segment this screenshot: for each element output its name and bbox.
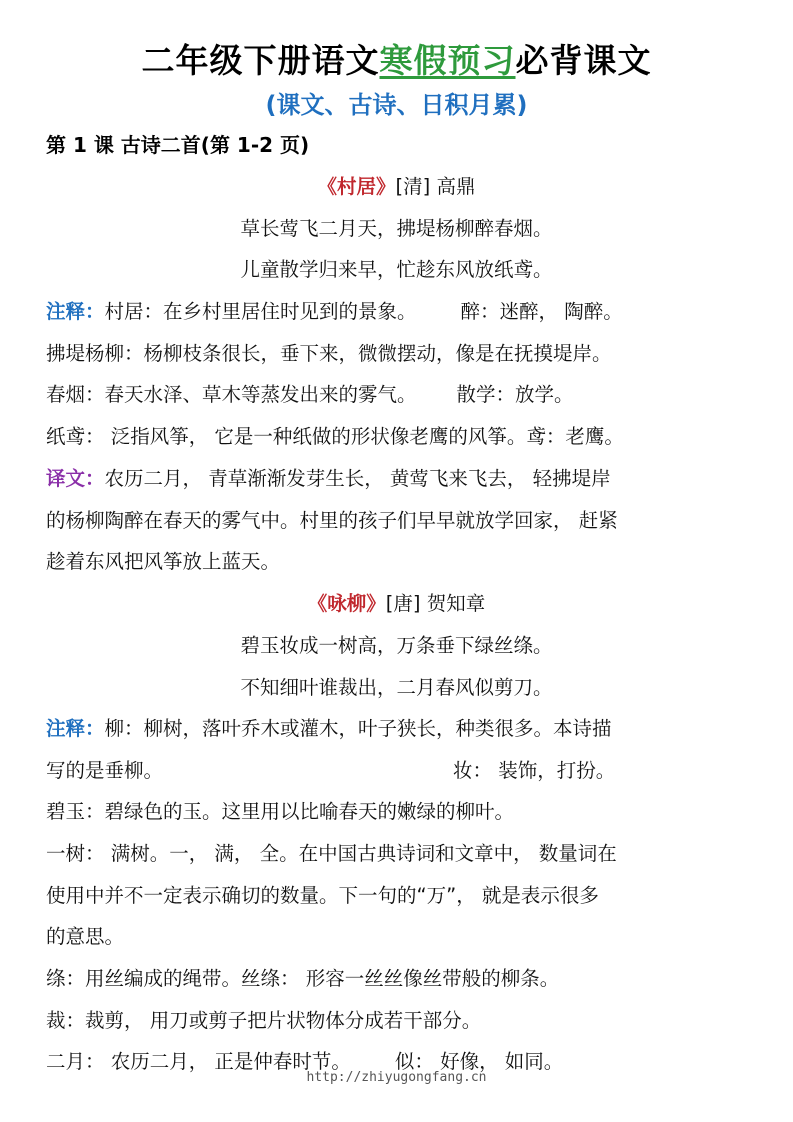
title-pre: 二年级下册语文 xyxy=(141,41,380,80)
poem2-note9a: 二月： 农历二月， 正是仲春时节。 xyxy=(46,1050,351,1073)
poem2-author: [唐] 贺知章 xyxy=(385,592,486,615)
poem1-note3b: 散学：放学。 xyxy=(456,383,574,406)
poem1-header xyxy=(0,172,793,202)
poem2-note8: 裁：裁剪， 用刀或剪子把片状物体分成若干部分。 xyxy=(46,1009,482,1032)
poem2-note3: 碧玉：碧绿色的玉。这里用以比喻春天的嫩绿的柳叶。 xyxy=(46,800,515,823)
poem1-note1b: 醉：迷醉， 陶醉。 xyxy=(460,300,623,323)
poem1-note4: 纸鸢： 泛指风筝， 它是一种纸做的形状像老鹰的风筝。鸢：老鹰。 xyxy=(46,425,624,448)
poem1-note3a: 春烟：春天水泽、草木等蒸发出来的雾气。 xyxy=(46,383,417,406)
poem1-line2: 儿童散学归来早，忙趁东风放纸鸢。 xyxy=(240,258,553,281)
poem1-trans-label: 译文： xyxy=(46,467,105,490)
poem1-title: 《村居》 xyxy=(317,175,396,198)
poem2-line1: 碧玉妆成一树高，万条垂下绿丝绦。 xyxy=(240,634,553,657)
poem1-note2: 拂堤杨柳：杨柳枝条很长，垂下来，微微摆动，像是在抚摸堤岸。 xyxy=(46,342,612,365)
poem2-title: 《咏柳》 xyxy=(307,592,386,615)
poem1-note1a: 村居：在乡村里居住时见到的景象。 xyxy=(104,300,417,323)
lesson-heading: 第 1 课 古诗二首(第 1-2 页) xyxy=(46,133,310,157)
poem2-line2: 不知细叶谁裁出，二月春风似剪刀。 xyxy=(240,676,553,699)
poem1-trans-row1 xyxy=(46,464,751,494)
poem2-note2a: 写的是垂柳。 xyxy=(46,759,164,782)
title-highlight: 寒假预习 xyxy=(379,41,516,80)
poem2-note7: 绦：用丝编成的绳带。丝绦： 形容一丝丝像丝带般的柳条。 xyxy=(46,967,560,990)
poem1-trans1: 农历二月， 青草渐渐发芽生长， 黄莺飞来飞去， 轻拂堤岸 xyxy=(104,467,611,490)
poem2-note6: 的意思。 xyxy=(46,925,125,948)
poem1-trans2: 的杨柳陶醉在春天的雾气中。村里的孩子们早早就放学回家， 赶紧 xyxy=(46,509,618,532)
poem2-note4: 一树： 满树。一， 满， 全。在中国古典诗词和文章中， 数量词在 xyxy=(46,842,617,865)
poem2-note9b: 似： 好像， 如同。 xyxy=(394,1050,564,1073)
page-subtitle: (课文、古诗、日积月累) xyxy=(265,91,528,119)
poem2-note-row1 xyxy=(46,714,751,744)
poem2-note5: 使用中并不一定表示确切的数量。下一句的“万”， 就是表示很多 xyxy=(46,884,599,907)
poem1-note-row1 xyxy=(46,297,751,327)
poem1-author: [清] 高鼎 xyxy=(395,175,476,198)
poem1-notes-label: 注释： xyxy=(46,300,105,323)
poem1-trans3: 趁着东风把风筝放上蓝天。 xyxy=(46,550,281,573)
poem2-notes-label: 注释： xyxy=(46,717,105,740)
poem2-header xyxy=(0,589,793,619)
poem1-note-row3 xyxy=(46,380,751,410)
poem2-note-row2 xyxy=(46,756,751,786)
poem2-note1: 柳：柳树，落叶乔木或灌木，叶子狭长，种类很多。本诗描 xyxy=(104,717,612,740)
page-title xyxy=(0,38,793,84)
title-post: 必背课文 xyxy=(515,41,652,80)
poem1-line1: 草长莺飞二月天，拂堤杨柳醉春烟。 xyxy=(240,217,553,240)
poem2-note2b: 妆： 装饰，打扮。 xyxy=(453,759,616,782)
footer-watermark-url: http://zhiyugongfang.cn xyxy=(306,1070,487,1085)
